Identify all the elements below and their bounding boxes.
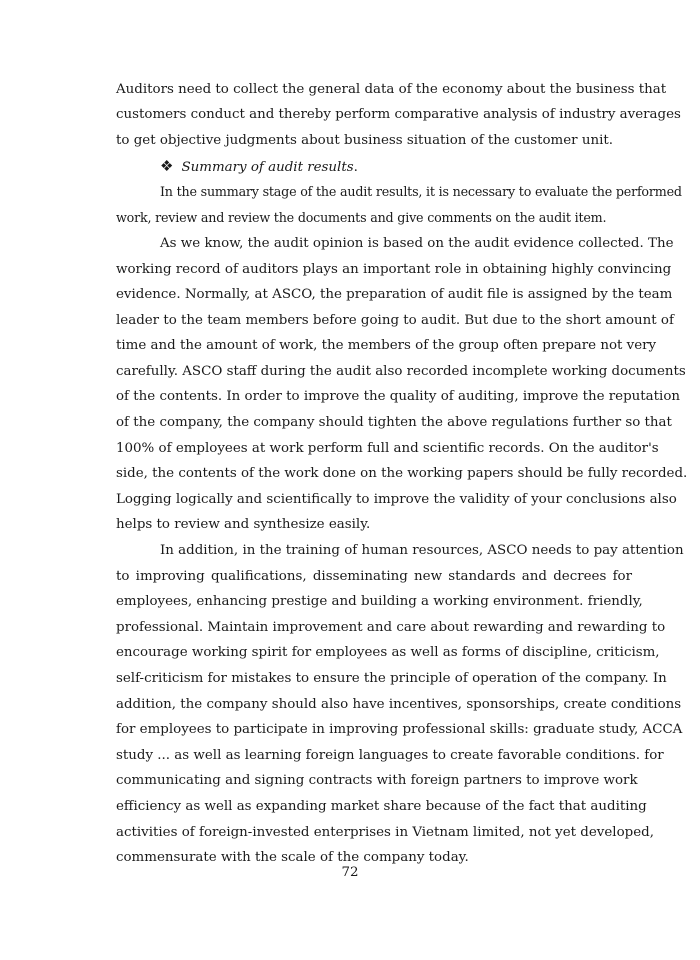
- paragraph-line: encourage working spirit for employees as well as forms of discipline, criticism,: [116, 645, 660, 660]
- paragraph-line: of the company, the company should tighten the above regulations further so that: [116, 415, 672, 430]
- page-number: 72: [341, 865, 359, 880]
- paragraph-line: addition, the company should also have incentives, sponsorships, create conditions: [116, 697, 682, 712]
- paragraph-line: In the summary stage of the audit results, it is necessary to evaluate the performed: [160, 184, 682, 199]
- paragraph-line: communicating and signing contracts with foreign partners to improve work: [116, 773, 638, 788]
- paragraph-line: study ... as well as learning foreign languages to create favorable conditions. for: [116, 748, 664, 763]
- diamond-bullet-icon: ❖: [160, 157, 174, 175]
- paragraph-line: helps to review and synthesize easily.: [116, 517, 371, 532]
- paragraph-line: 100% of employees at work perform full and scientific records. On the auditor's: [116, 441, 659, 456]
- section-heading: [160, 153, 358, 179]
- paragraph-line: leader to the team members before going to audit. But due to the short amount of: [116, 313, 674, 328]
- paragraph-line: Logging logically and scientifically to improve the validity of your conclusions also: [116, 492, 677, 507]
- paragraph-line: professional. Maintain improvement and care about rewarding and rewarding to: [116, 620, 666, 635]
- paragraph-line: commensurate with the scale of the company today.: [116, 850, 469, 865]
- paragraph-line: carefully. ASCO staff during the audit also recorded incomplete working documents: [116, 364, 686, 379]
- paragraph-line: In addition, in the training of human resources, ASCO needs to pay attention: [160, 543, 684, 558]
- paragraph-line: for employees to participate in improving professional skills: graduate study, ACCA: [116, 722, 683, 737]
- paragraph-line: As we know, the audit opinion is based on the audit evidence collected. The: [160, 236, 674, 251]
- paragraph-line: activities of foreign-invested enterprises in Vietnam limited, not yet developed,: [116, 825, 654, 840]
- paragraph-line: time and the amount of work, the members of the group often prepare not very: [116, 338, 657, 353]
- paragraph-line: working record of auditors plays an important role in obtaining highly convincing: [116, 262, 672, 277]
- section-title: Summary of audit results: [181, 160, 354, 175]
- paragraph-line: evidence. Normally, at ASCO, the preparation of audit file is assigned by the team: [116, 287, 673, 302]
- section-title-suffix: .: [353, 160, 358, 175]
- paragraph-line: efficiency as well as expanding market share because of the fact that auditing: [116, 799, 647, 814]
- paragraph-line: self-criticism for mistakes to ensure the principle of operation of the company. In: [116, 671, 667, 686]
- paragraph-line: work, review and review the documents and give comments on the audit item.: [116, 210, 607, 225]
- paragraph-line: to improving qualifications, disseminating new standards and decrees for: [116, 569, 632, 584]
- paragraph-line: of the contents. In order to improve the quality of auditing, improve the reputation: [116, 389, 681, 404]
- paragraph-line: employees, enhancing prestige and building a working environment. friendly,: [116, 594, 643, 609]
- paragraph-line: to get objective judgments about business situation of the customer unit.: [116, 133, 614, 148]
- paragraph-line: side, the contents of the work done on the working papers should be fully recorded.: [116, 466, 688, 481]
- paragraph-line: customers conduct and thereby perform comparative analysis of industry averages: [116, 107, 681, 122]
- paragraph-line: Auditors need to collect the general data of the economy about the business that: [116, 82, 667, 97]
